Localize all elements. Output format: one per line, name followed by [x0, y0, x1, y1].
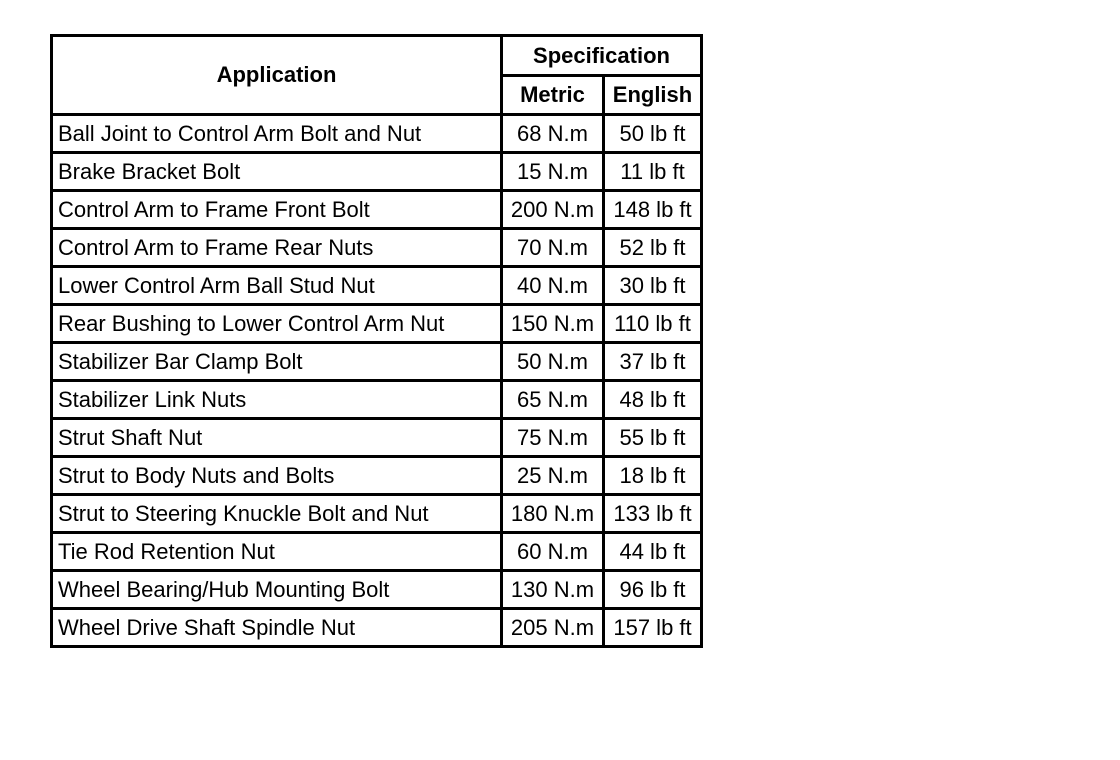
metric-value-cell: 40 N.m — [502, 267, 604, 305]
metric-value-cell: 205 N.m — [502, 609, 604, 647]
application-cell: Stabilizer Link Nuts — [52, 381, 502, 419]
metric-value-cell: 70 N.m — [502, 229, 604, 267]
metric-value-cell: 50 N.m — [502, 343, 604, 381]
application-cell: Strut to Body Nuts and Bolts — [52, 457, 502, 495]
application-cell: Lower Control Arm Ball Stud Nut — [52, 267, 502, 305]
metric-value-cell: 200 N.m — [502, 191, 604, 229]
table-row — [52, 153, 702, 191]
table-row — [52, 419, 702, 457]
table-row — [52, 381, 702, 419]
application-cell: Wheel Drive Shaft Spindle Nut — [52, 609, 502, 647]
header-row-top — [52, 36, 702, 76]
metric-header: Metric — [502, 75, 604, 115]
table-row — [52, 343, 702, 381]
application-cell: Tie Rod Retention Nut — [52, 533, 502, 571]
table-row — [52, 609, 702, 647]
english-value-cell: 44 lb ft — [604, 533, 702, 571]
english-value-cell: 11 lb ft — [604, 153, 702, 191]
table-body — [52, 115, 702, 647]
table-row — [52, 533, 702, 571]
application-cell: Brake Bracket Bolt — [52, 153, 502, 191]
metric-value-cell: 150 N.m — [502, 305, 604, 343]
application-cell: Strut Shaft Nut — [52, 419, 502, 457]
table-row — [52, 115, 702, 153]
metric-value-cell: 15 N.m — [502, 153, 604, 191]
table-row — [52, 571, 702, 609]
table-row — [52, 495, 702, 533]
english-value-cell: 157 lb ft — [604, 609, 702, 647]
application-cell: Rear Bushing to Lower Control Arm Nut — [52, 305, 502, 343]
specification-header: Specification — [502, 36, 702, 76]
english-header: English — [604, 75, 702, 115]
torque-spec-table — [50, 34, 703, 648]
table-row — [52, 457, 702, 495]
english-value-cell: 52 lb ft — [604, 229, 702, 267]
metric-value-cell: 60 N.m — [502, 533, 604, 571]
application-cell: Wheel Bearing/Hub Mounting Bolt — [52, 571, 502, 609]
english-value-cell: 133 lb ft — [604, 495, 702, 533]
english-value-cell: 55 lb ft — [604, 419, 702, 457]
english-value-cell: 96 lb ft — [604, 571, 702, 609]
english-value-cell: 18 lb ft — [604, 457, 702, 495]
application-cell: Strut to Steering Knuckle Bolt and Nut — [52, 495, 502, 533]
metric-value-cell: 130 N.m — [502, 571, 604, 609]
table-row — [52, 305, 702, 343]
metric-value-cell: 25 N.m — [502, 457, 604, 495]
english-value-cell: 48 lb ft — [604, 381, 702, 419]
metric-value-cell: 180 N.m — [502, 495, 604, 533]
metric-value-cell: 75 N.m — [502, 419, 604, 457]
table-row — [52, 229, 702, 267]
application-cell: Ball Joint to Control Arm Bolt and Nut — [52, 115, 502, 153]
application-cell: Stabilizer Bar Clamp Bolt — [52, 343, 502, 381]
metric-value-cell: 65 N.m — [502, 381, 604, 419]
english-value-cell: 148 lb ft — [604, 191, 702, 229]
application-cell: Control Arm to Frame Front Bolt — [52, 191, 502, 229]
application-cell: Control Arm to Frame Rear Nuts — [52, 229, 502, 267]
english-value-cell: 50 lb ft — [604, 115, 702, 153]
metric-value-cell: 68 N.m — [502, 115, 604, 153]
english-value-cell: 110 lb ft — [604, 305, 702, 343]
english-value-cell: 37 lb ft — [604, 343, 702, 381]
table-row — [52, 191, 702, 229]
table-row — [52, 267, 702, 305]
english-value-cell: 30 lb ft — [604, 267, 702, 305]
application-header: Application — [52, 36, 502, 115]
